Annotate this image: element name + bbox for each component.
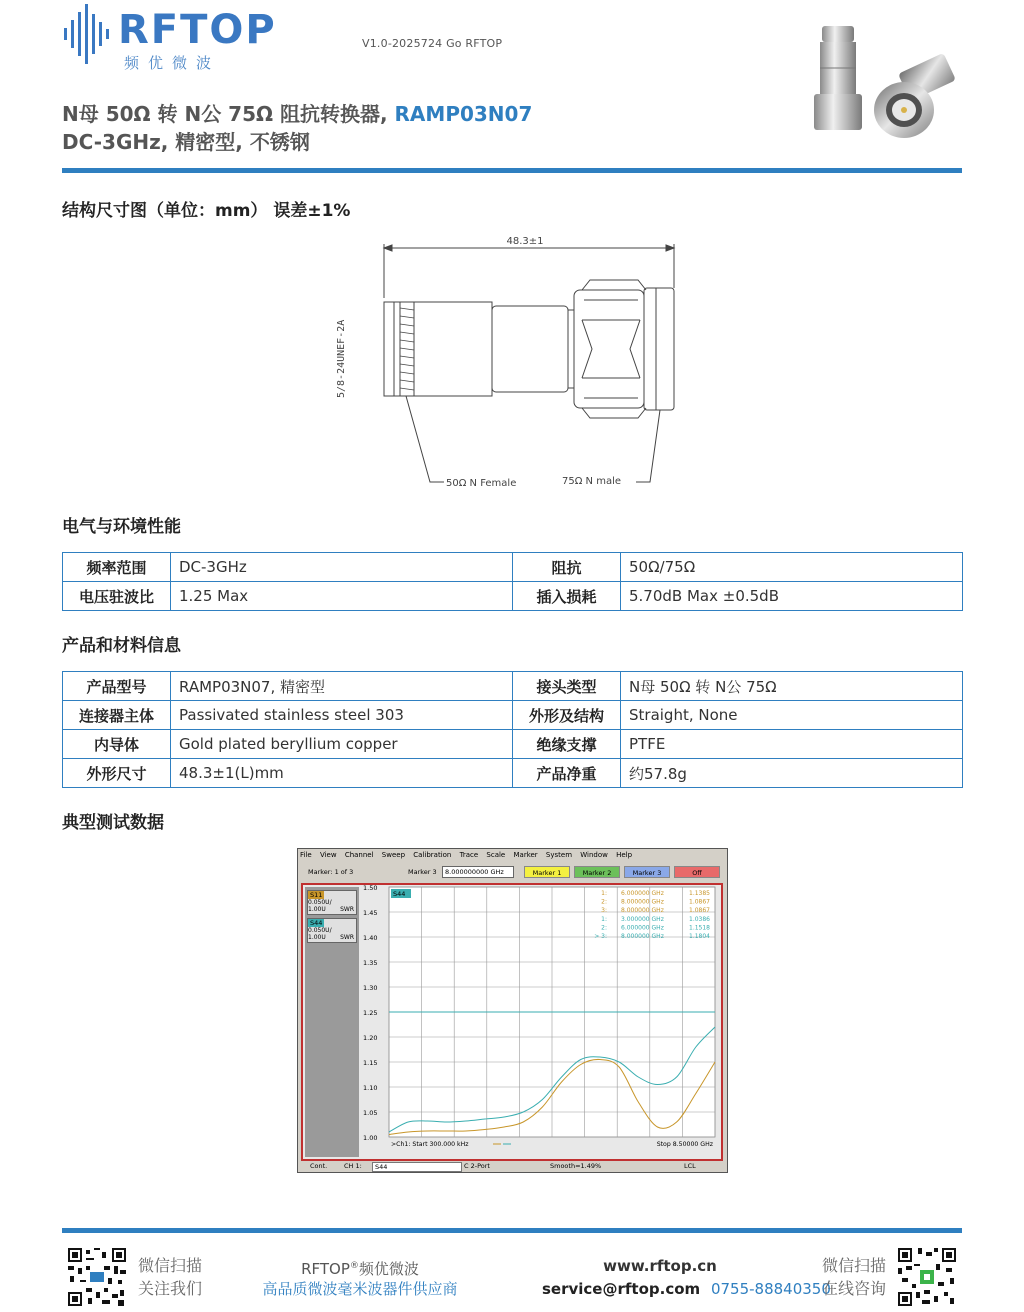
s44-marker-index: 1:: [601, 916, 607, 923]
spec-value: 48.3±1(L)mm: [171, 759, 513, 788]
status-channel: CH 1:: [344, 1162, 362, 1170]
s44-marker-frequency: 6.000000 GHz: [621, 924, 664, 932]
menu-item[interactable]: Scale: [486, 851, 506, 859]
y-tick-label: 1.15: [363, 1059, 378, 1067]
s11-marker-frequency: 6.000000 GHz: [621, 890, 664, 897]
trace-s44-box[interactable]: [307, 918, 357, 943]
spec-value: DC-3GHz: [171, 553, 513, 582]
marker1-button[interactable]: Marker 1: [524, 866, 570, 878]
logo-cn: 频优微波: [124, 54, 221, 72]
menu-item[interactable]: Window: [580, 851, 608, 859]
footer-wechat-scan-right: 微信扫描: [822, 1256, 887, 1275]
vna-screenshot: [297, 848, 728, 1173]
s11-marker-value: 1.1385: [689, 890, 710, 897]
s11-marker-value: 1.0867: [689, 907, 710, 914]
spec-label: 外形尺寸: [63, 759, 171, 788]
spec-label: 电压驻波比: [63, 582, 171, 611]
marker-frequency-input[interactable]: 8.000000000 GHz: [442, 866, 514, 878]
spec-label: 外形及结构: [513, 701, 621, 730]
y-tick-label: 1.35: [363, 959, 378, 967]
qr-code-right: [898, 1248, 956, 1306]
trace-s11-scale: 0.050U/: [308, 899, 332, 906]
title-model: RAMP03N07: [394, 102, 533, 126]
spec-value: 5.70dB Max ±0.5dB: [621, 582, 963, 611]
menu-item[interactable]: File: [300, 851, 312, 859]
footer-follow-us: 关注我们: [138, 1279, 203, 1298]
s44-marker-index: > 3:: [594, 933, 607, 940]
version-text: V1.0-2025724 Go RFTOP: [362, 37, 503, 50]
qr-code-left: [68, 1248, 126, 1306]
section-test: 典型测试数据: [62, 813, 164, 833]
stop-frequency-label: Stop 8.50000 GHz: [656, 1141, 713, 1148]
footer-website[interactable]: www.rftop.cn: [603, 1257, 717, 1275]
product-table: [62, 671, 963, 788]
trace-s44-name: S44: [310, 919, 323, 927]
y-tick-label: 1.30: [363, 984, 378, 992]
table-row: [63, 582, 963, 611]
title-prefix: N母 50Ω 转 N公 75Ω 阻抗转换器,: [62, 102, 395, 126]
trace-s44-scale: 0.050U/: [308, 927, 332, 934]
menu-item[interactable]: Channel: [344, 851, 374, 859]
spec-value: Straight, None: [621, 701, 963, 730]
footer-slogan: 高品质微波毫米波器件供应商: [262, 1280, 458, 1298]
spec-label: 绝缘支撑: [513, 730, 621, 759]
section-electrical: 电气与环境性能: [62, 517, 181, 537]
thread-label: 5/8-24UNEF-2A: [336, 319, 347, 398]
spec-value: Gold plated beryllium copper: [171, 730, 513, 759]
table-row: [63, 672, 963, 701]
menu-item[interactable]: Help: [616, 851, 633, 859]
footer-brand-cn: 频优微波: [358, 1260, 419, 1278]
s11-marker-frequency: 8.000000 GHz: [621, 907, 664, 914]
s11-marker-frequency: 8.000000 GHz: [621, 898, 664, 906]
marker-field-label: Marker 3: [408, 868, 437, 876]
footer-online: 在线咨询: [822, 1279, 887, 1298]
logo-waves-icon: [62, 2, 114, 66]
s44-marker-value: 1.1518: [689, 924, 710, 932]
footer-brand-name: RFTOP: [301, 1260, 350, 1278]
y-tick-label: 1.45: [363, 909, 378, 917]
spec-value: PTFE: [621, 730, 963, 759]
product-title: [62, 98, 532, 127]
trace-panel: [305, 887, 359, 1157]
footer-wechat-scan-left: 微信扫描: [138, 1256, 203, 1275]
trace-s11-box[interactable]: [307, 890, 357, 915]
female-label: 50Ω N Female: [446, 478, 517, 489]
spec-value: N母 50Ω 转 N公 75Ω: [621, 672, 963, 701]
status-param[interactable]: S44: [372, 1162, 462, 1172]
section-product: 产品和材料信息: [62, 636, 181, 656]
product-photo: [802, 18, 972, 142]
spec-label: 内导体: [63, 730, 171, 759]
s11-marker-value: 1.0867: [689, 898, 710, 906]
s44-marker-value: 1.1804: [689, 933, 710, 940]
product-subtitle: DC-3GHz, 精密型, 不锈钢: [62, 130, 310, 154]
footer-contact: [542, 1278, 831, 1300]
male-label: 75Ω N male: [562, 476, 622, 487]
menu-item[interactable]: Calibration: [413, 851, 452, 859]
status-lcl: LCL: [684, 1162, 696, 1170]
y-tick-label: 1.20: [363, 1034, 378, 1042]
footer-brand-reg: ®: [349, 1261, 359, 1271]
status-cont: Cont.: [310, 1162, 328, 1170]
active-trace-label: S44: [393, 890, 406, 898]
table-row: [63, 759, 963, 788]
spec-value: Passivated stainless steel 303: [171, 701, 513, 730]
marker-count: Marker: 1 of 3: [308, 868, 354, 876]
footer-email[interactable]: service@rftop.com: [542, 1280, 701, 1298]
y-tick-label: 1.10: [363, 1084, 378, 1092]
spec-value: RAMP03N07, 精密型: [171, 672, 513, 701]
header-divider: [62, 168, 962, 173]
s44-marker-value: 1.0386: [689, 916, 710, 923]
marker3-button[interactable]: Marker 3: [624, 866, 670, 878]
trace-s11-ref: 1.00U: [308, 906, 326, 913]
table-row: [63, 701, 963, 730]
spec-label: 产品净重: [513, 759, 621, 788]
start-frequency-label: >Ch1: Start 300.000 kHz: [391, 1141, 469, 1148]
spec-value: 50Ω/75Ω: [621, 553, 963, 582]
length-label: 48.3±1: [506, 236, 544, 247]
y-tick-label: 1.00: [363, 1134, 378, 1142]
vna-marker-toolbar: [300, 865, 725, 880]
marker2-button[interactable]: Marker 2: [574, 866, 620, 878]
s11-marker-index: 2:: [601, 898, 607, 906]
s11-marker-index: 3:: [601, 907, 607, 914]
spec-label: 连接器主体: [63, 701, 171, 730]
menu-item[interactable]: System: [545, 851, 573, 859]
spec-value: 约57.8g: [621, 759, 963, 788]
s44-marker-frequency: 3.000000 GHz: [621, 916, 664, 923]
vna-status-bar: [300, 1162, 725, 1172]
menu-item[interactable]: Trace: [459, 851, 479, 859]
y-tick-label: 1.40: [363, 934, 378, 942]
trace-s44-ref: 1.00U: [308, 934, 326, 941]
trace-s44-format: SWR: [340, 934, 354, 941]
table-row: [63, 730, 963, 759]
company-logo: [62, 0, 277, 72]
marker-off-button[interactable]: Off: [674, 866, 720, 878]
table-row: [63, 553, 963, 582]
spec-label: 阻抗: [513, 553, 621, 582]
y-tick-label: 1.25: [363, 1009, 378, 1017]
vna-chart: [361, 885, 721, 1159]
vna-plot-frame: [301, 883, 723, 1161]
trace-s11-format: SWR: [340, 906, 354, 913]
status-smooth: Smooth=1.49%: [550, 1162, 602, 1170]
dimension-drawing: [320, 228, 720, 498]
spec-label: 接头类型: [513, 672, 621, 701]
menu-item[interactable]: Marker: [513, 851, 538, 859]
status-port: C 2-Port: [464, 1162, 490, 1170]
electrical-table: [62, 552, 963, 611]
footer-brand: [250, 1255, 470, 1280]
vna-menubar: [300, 851, 725, 864]
menu-item[interactable]: View: [319, 851, 337, 859]
spec-label: 频率范围: [63, 553, 171, 582]
menu-item[interactable]: Sweep: [381, 851, 406, 859]
y-tick-label: 1.05: [363, 1109, 378, 1117]
s44-marker-index: 2:: [601, 924, 607, 932]
footer-phone[interactable]: 0755-88840350: [710, 1280, 831, 1298]
spec-label: 插入损耗: [513, 582, 621, 611]
spec-label: 产品型号: [63, 672, 171, 701]
trace-s11-name: S11: [310, 891, 323, 899]
s44-marker-frequency: 8.000000 GHz: [621, 933, 664, 940]
y-tick-label: 1.50: [363, 885, 378, 892]
spec-value: 1.25 Max: [171, 582, 513, 611]
section-dimensions: 结构尺寸图（单位：mm） 误差±1%: [62, 201, 351, 221]
s11-marker-index: 1:: [601, 890, 607, 897]
logo-name: RFTOP: [118, 7, 277, 53]
footer-divider: [62, 1228, 962, 1233]
